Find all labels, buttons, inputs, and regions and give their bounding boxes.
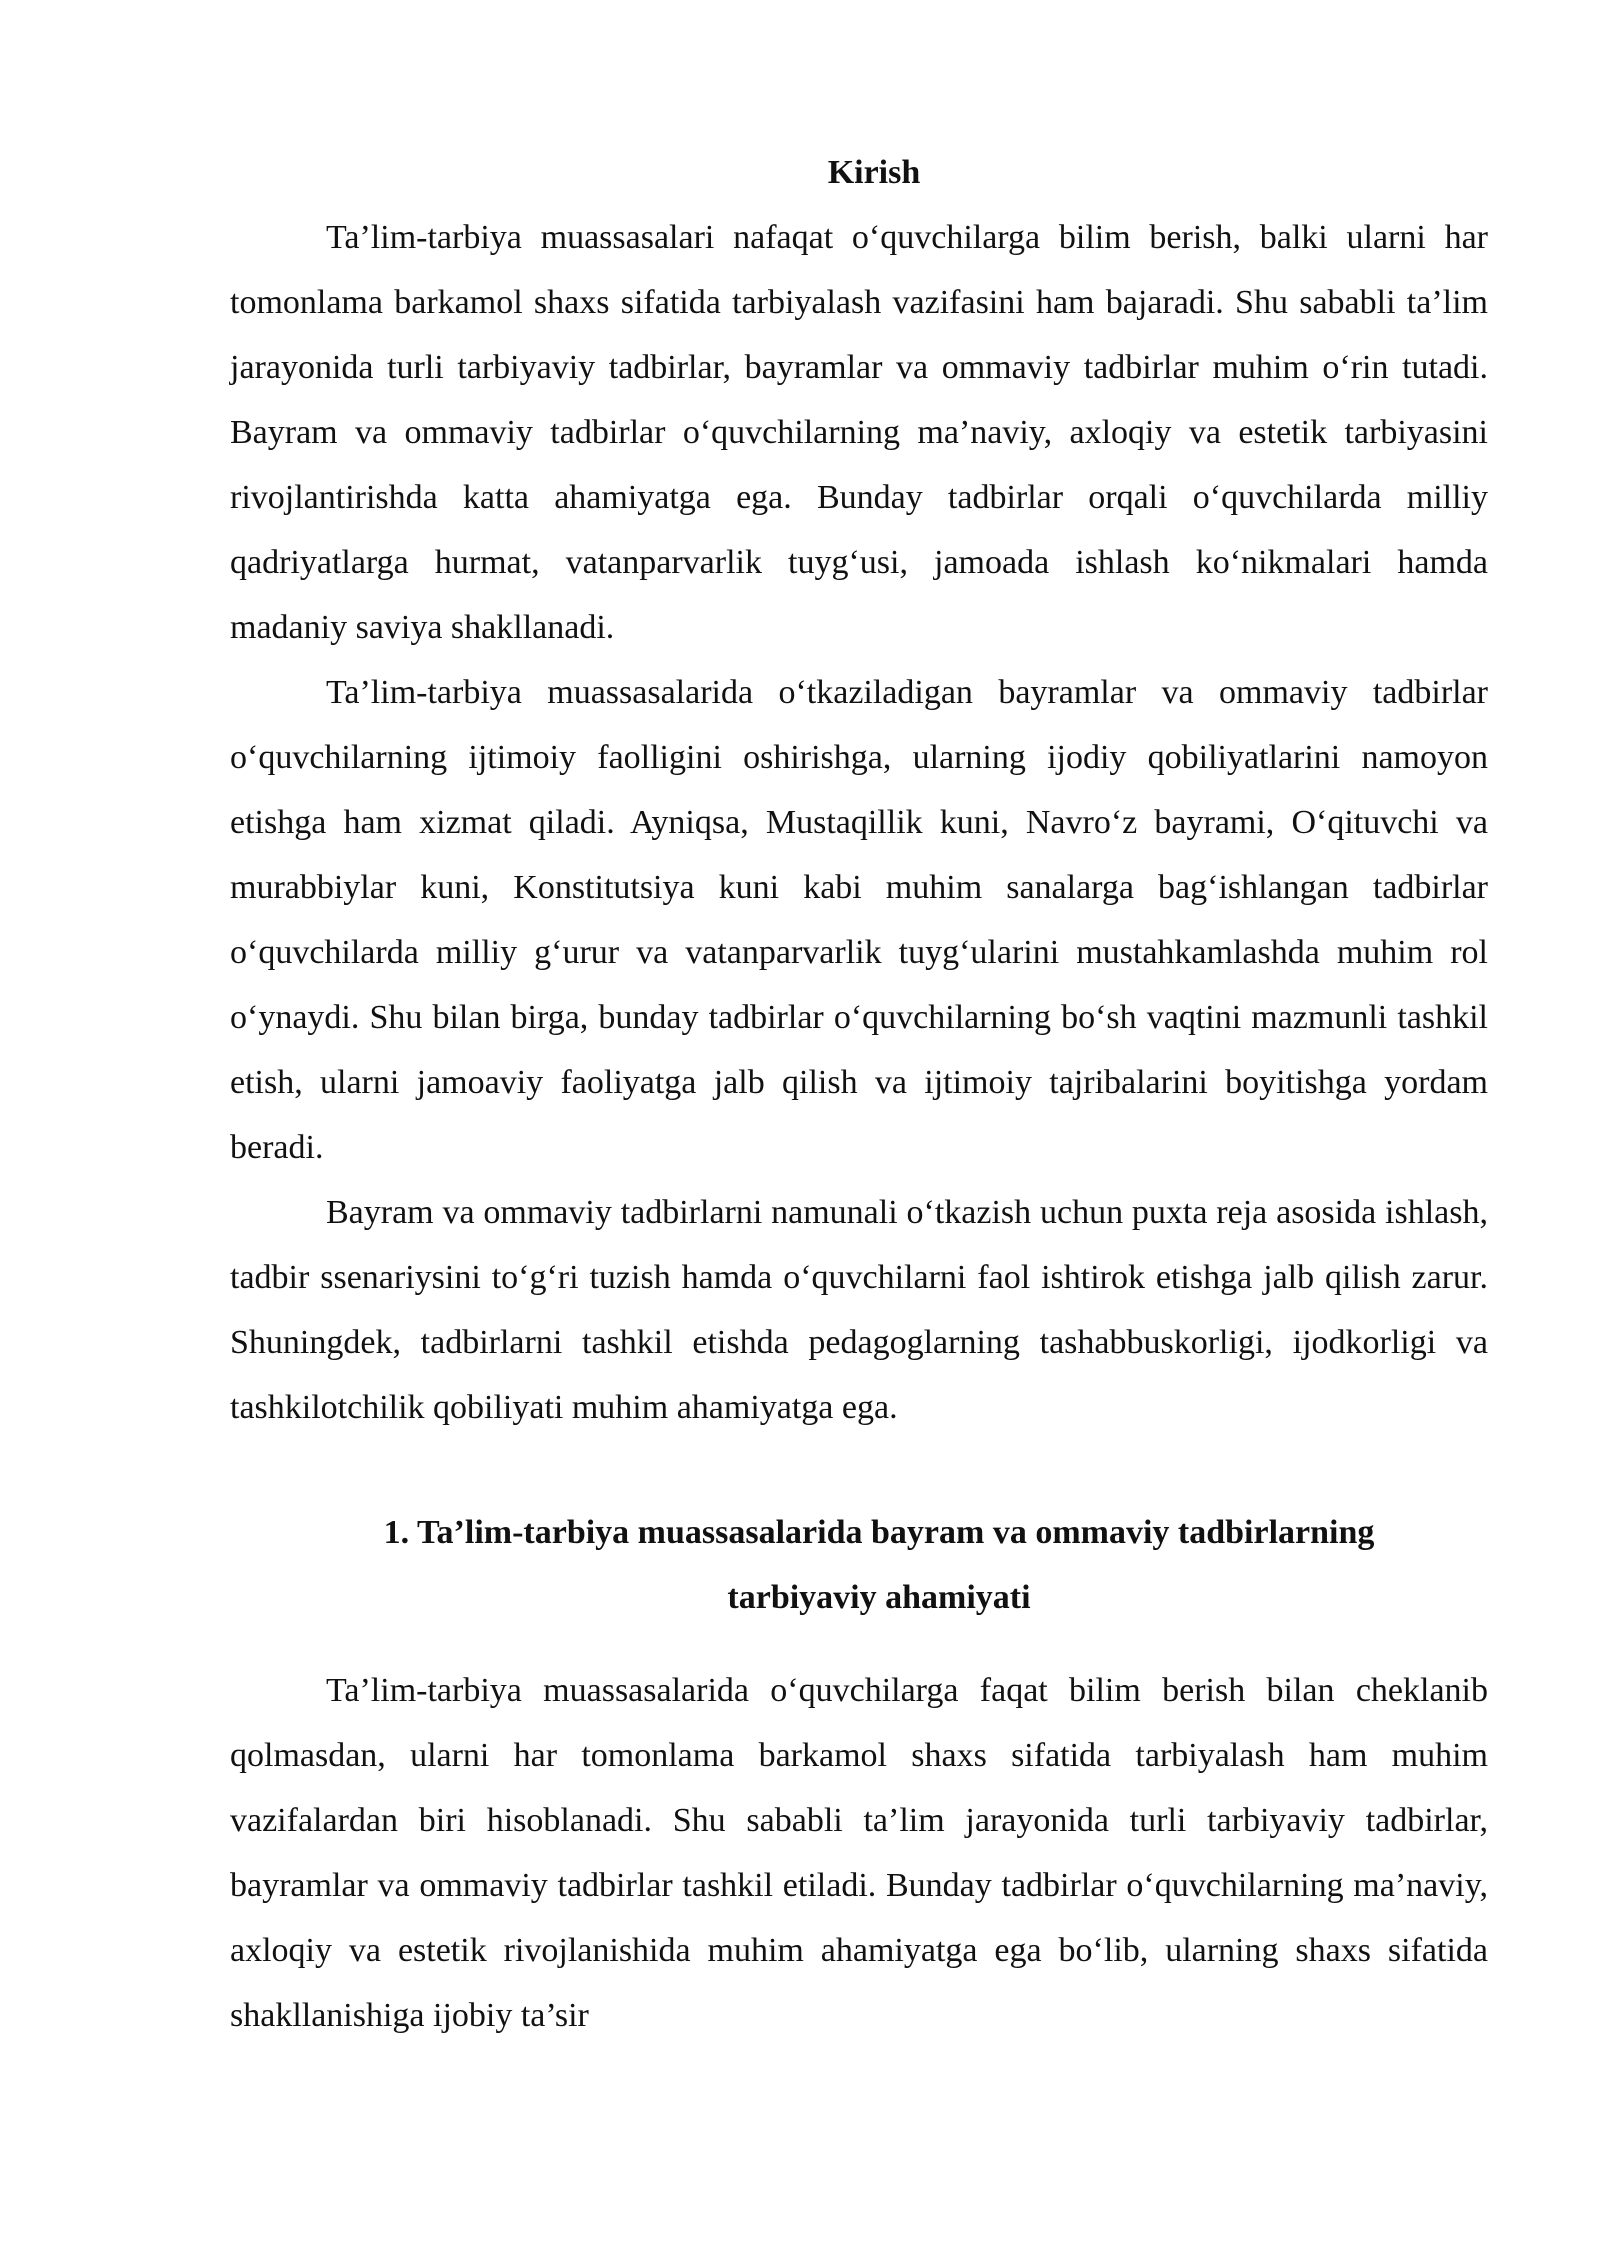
intro-paragraph-1: Ta’lim-tarbiya muassasalari nafaqat o‘quvchilarga bilim berish, balki ularni har tomonlama barkamol shaxs sifatida tarbiyalash vazifasini ham bajaradi. Shu sababli ta’lim jarayonida turli tarbiyaviy tadbirlar, bayramlar va ommaviy tadbirlar muhim o‘rin tutadi. Bayram va ommaviy tadbirlar o‘quvchilarning ma’naviy, axloqiy va estetik tarbiyasini rivojlantirishda katta ahamiyatga ega. Bunday tadbirlar orqali o‘quvchilarda milliy qadriyatlarga hurmat, vatanparvarlik tuyg‘usi, jamoada ishlash ko‘nikmalari hamda madaniy saviya shakllanadi. [230,219,1488,646]
section-1-paragraph: Ta’lim-tarbiya muassasalarida o‘quvchilarga faqat bilim berish bilan cheklanib qolmasdan, ularni har tomonlama barkamol shaxs sifatida tarbiyalash ham muhim vazifalardan biri hisoblanadi. Shu sababli ta’lim jarayonida turli tarbiyaviy tadbirlar, bayramlar va ommaviy tadbirlar tashkil etiladi. Bunday tadbirlar o‘quvchilarning ma’naviy, axloqiy va estetik rivojlanishida muhim ahamiyatga ega bo‘lib, ularning shaxs sifatida shakllanishiga ijobiy ta’sir [230,1672,1488,2035]
section-1-heading [230,1500,1488,1630]
intro-paragraph-3: Bayram va ommaviy tadbirlarni namunali o‘tkazish uchun puxta reja asosida ishlash, tadbir ssenariysini to‘g‘ri tuzish hamda o‘quvchilarni faol ishtirok etishga jalb qilish zarur. Shuningdek, tadbirlarni tashkil etishda pedagoglarning tashabbuskorligi, ijodkorligi va tashkilotchilik qobiliyati muhim ahamiyatga ega. [230,1194,1488,1426]
section-1-heading-line-1: 1. Ta’lim-tarbiya muassasalarida bayram va ommaviy tadbirlarning [383,1514,1375,1551]
intro-title: Kirish [827,154,921,191]
document-page [230,140,1488,2048]
intro-paragraph-2: Ta’lim-tarbiya muassasalarida o‘tkaziladigan bayramlar va ommaviy tadbirlar o‘quvchilarning ijtimoiy faolligini oshirishga, ularning ijodiy qobiliyatlarini namoyon etishga ham xizmat qiladi. Ayniqsa, Mustaqillik kuni, Navro‘z bayrami, O‘qituvchi va murabbiylar kuni, Konstitutsiya kuni kabi muhim sanalarga bag‘ishlangan tadbirlar o‘quvchilarda milliy g‘urur va vatanparvarlik tuyg‘ularini mustahkamlashda muhim rol o‘ynaydi. Shu bilan birga, bunday tadbirlar o‘quvchilarning bo‘sh vaqtini mazmunli tashkil etish, ularni jamoaviy faoliyatga jalb qilish va ijtimoiy tajribalarini boyitishga yordam beradi. [230,674,1488,1166]
section-1-heading-line-2: tarbiyaviy ahamiyati [727,1579,1031,1616]
